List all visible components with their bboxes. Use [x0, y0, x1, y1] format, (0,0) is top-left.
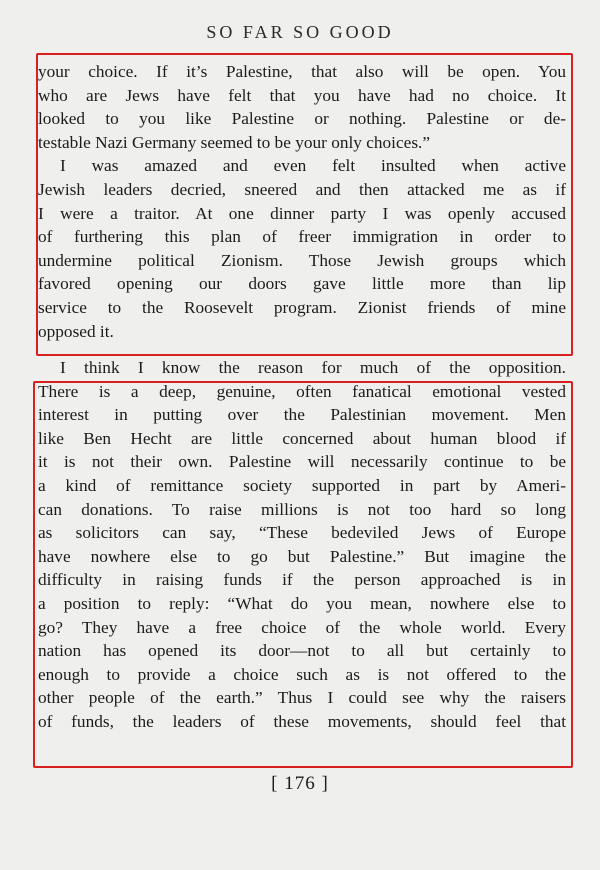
text-line: who are Jews have felt that you have had no choice. It [38, 85, 566, 105]
text-line: interest in putting over the Palestinian movement. Men [38, 405, 566, 425]
text-line: looked to you like Palestine or nothing. Palestine or de- [38, 109, 566, 129]
text-line: favored opening our doors gave little more than lip [38, 274, 566, 294]
text-line: as solicitors can say, “These bedeviled Jews of Europe [38, 523, 566, 543]
text-line: undermine political Zionism. Those Jewish groups which [38, 250, 566, 270]
text-line: nation has opened its door—not to all but certainly to [38, 641, 566, 661]
text-line: service to the Roosevelt program. Zionist friends of mine [38, 297, 566, 317]
paragraph-1-end [38, 131, 566, 155]
text-line: testable Nazi Germany seemed to be your only choices.” [38, 132, 431, 152]
text-line: enough to provide a choice such as is not offered to the [38, 664, 566, 684]
text-line: I was amazed and even felt insulted when active [60, 156, 566, 176]
page-number: [ 176 ] [271, 773, 329, 794]
text-line: There is a deep, genuine, often fanatical emotional vested [38, 381, 566, 401]
text-line: it is not their own. Palestine will necessarily continue to be [38, 452, 566, 472]
text-line: of furthering this plan of freer immigration in order to [38, 227, 566, 247]
paragraph-3 [38, 356, 566, 734]
paragraph-1 [38, 60, 566, 131]
text-line: have nowhere else to go but Palestine.” But imagine the [38, 546, 566, 566]
text-line: opposed it. [38, 321, 114, 341]
text-line: go? They have a free choice of the whole world. Every [38, 617, 566, 637]
text-line: I were a traitor. At one dinner party I was openly accused [38, 203, 566, 223]
text-line: can donations. To raise millions is not too hard so long [38, 499, 566, 519]
text-line: like Ben Hecht are little concerned about human blood if [38, 428, 566, 448]
text-line: Jewish leaders decried, sneered and then attacked me as if [38, 179, 566, 199]
running-head: SO FAR SO GOOD [206, 22, 394, 42]
paragraph-2 [38, 154, 566, 343]
text-line: a kind of remittance society supported in part by Ameri- [38, 475, 566, 495]
text-line: a position to reply: “What do you mean, nowhere else to [38, 593, 566, 613]
text-line: other people of the earth.” Thus I could see why the raisers [38, 688, 566, 708]
text-line: your choice. If it’s Palestine, that also will be open. You [38, 62, 566, 81]
text-line: I think I know the reason for much of the opposition. [60, 358, 566, 377]
text-line: difficulty in raising funds if the person approached is in [38, 570, 566, 590]
text-line: of funds, the leaders of these movements, should feel that [38, 711, 566, 731]
